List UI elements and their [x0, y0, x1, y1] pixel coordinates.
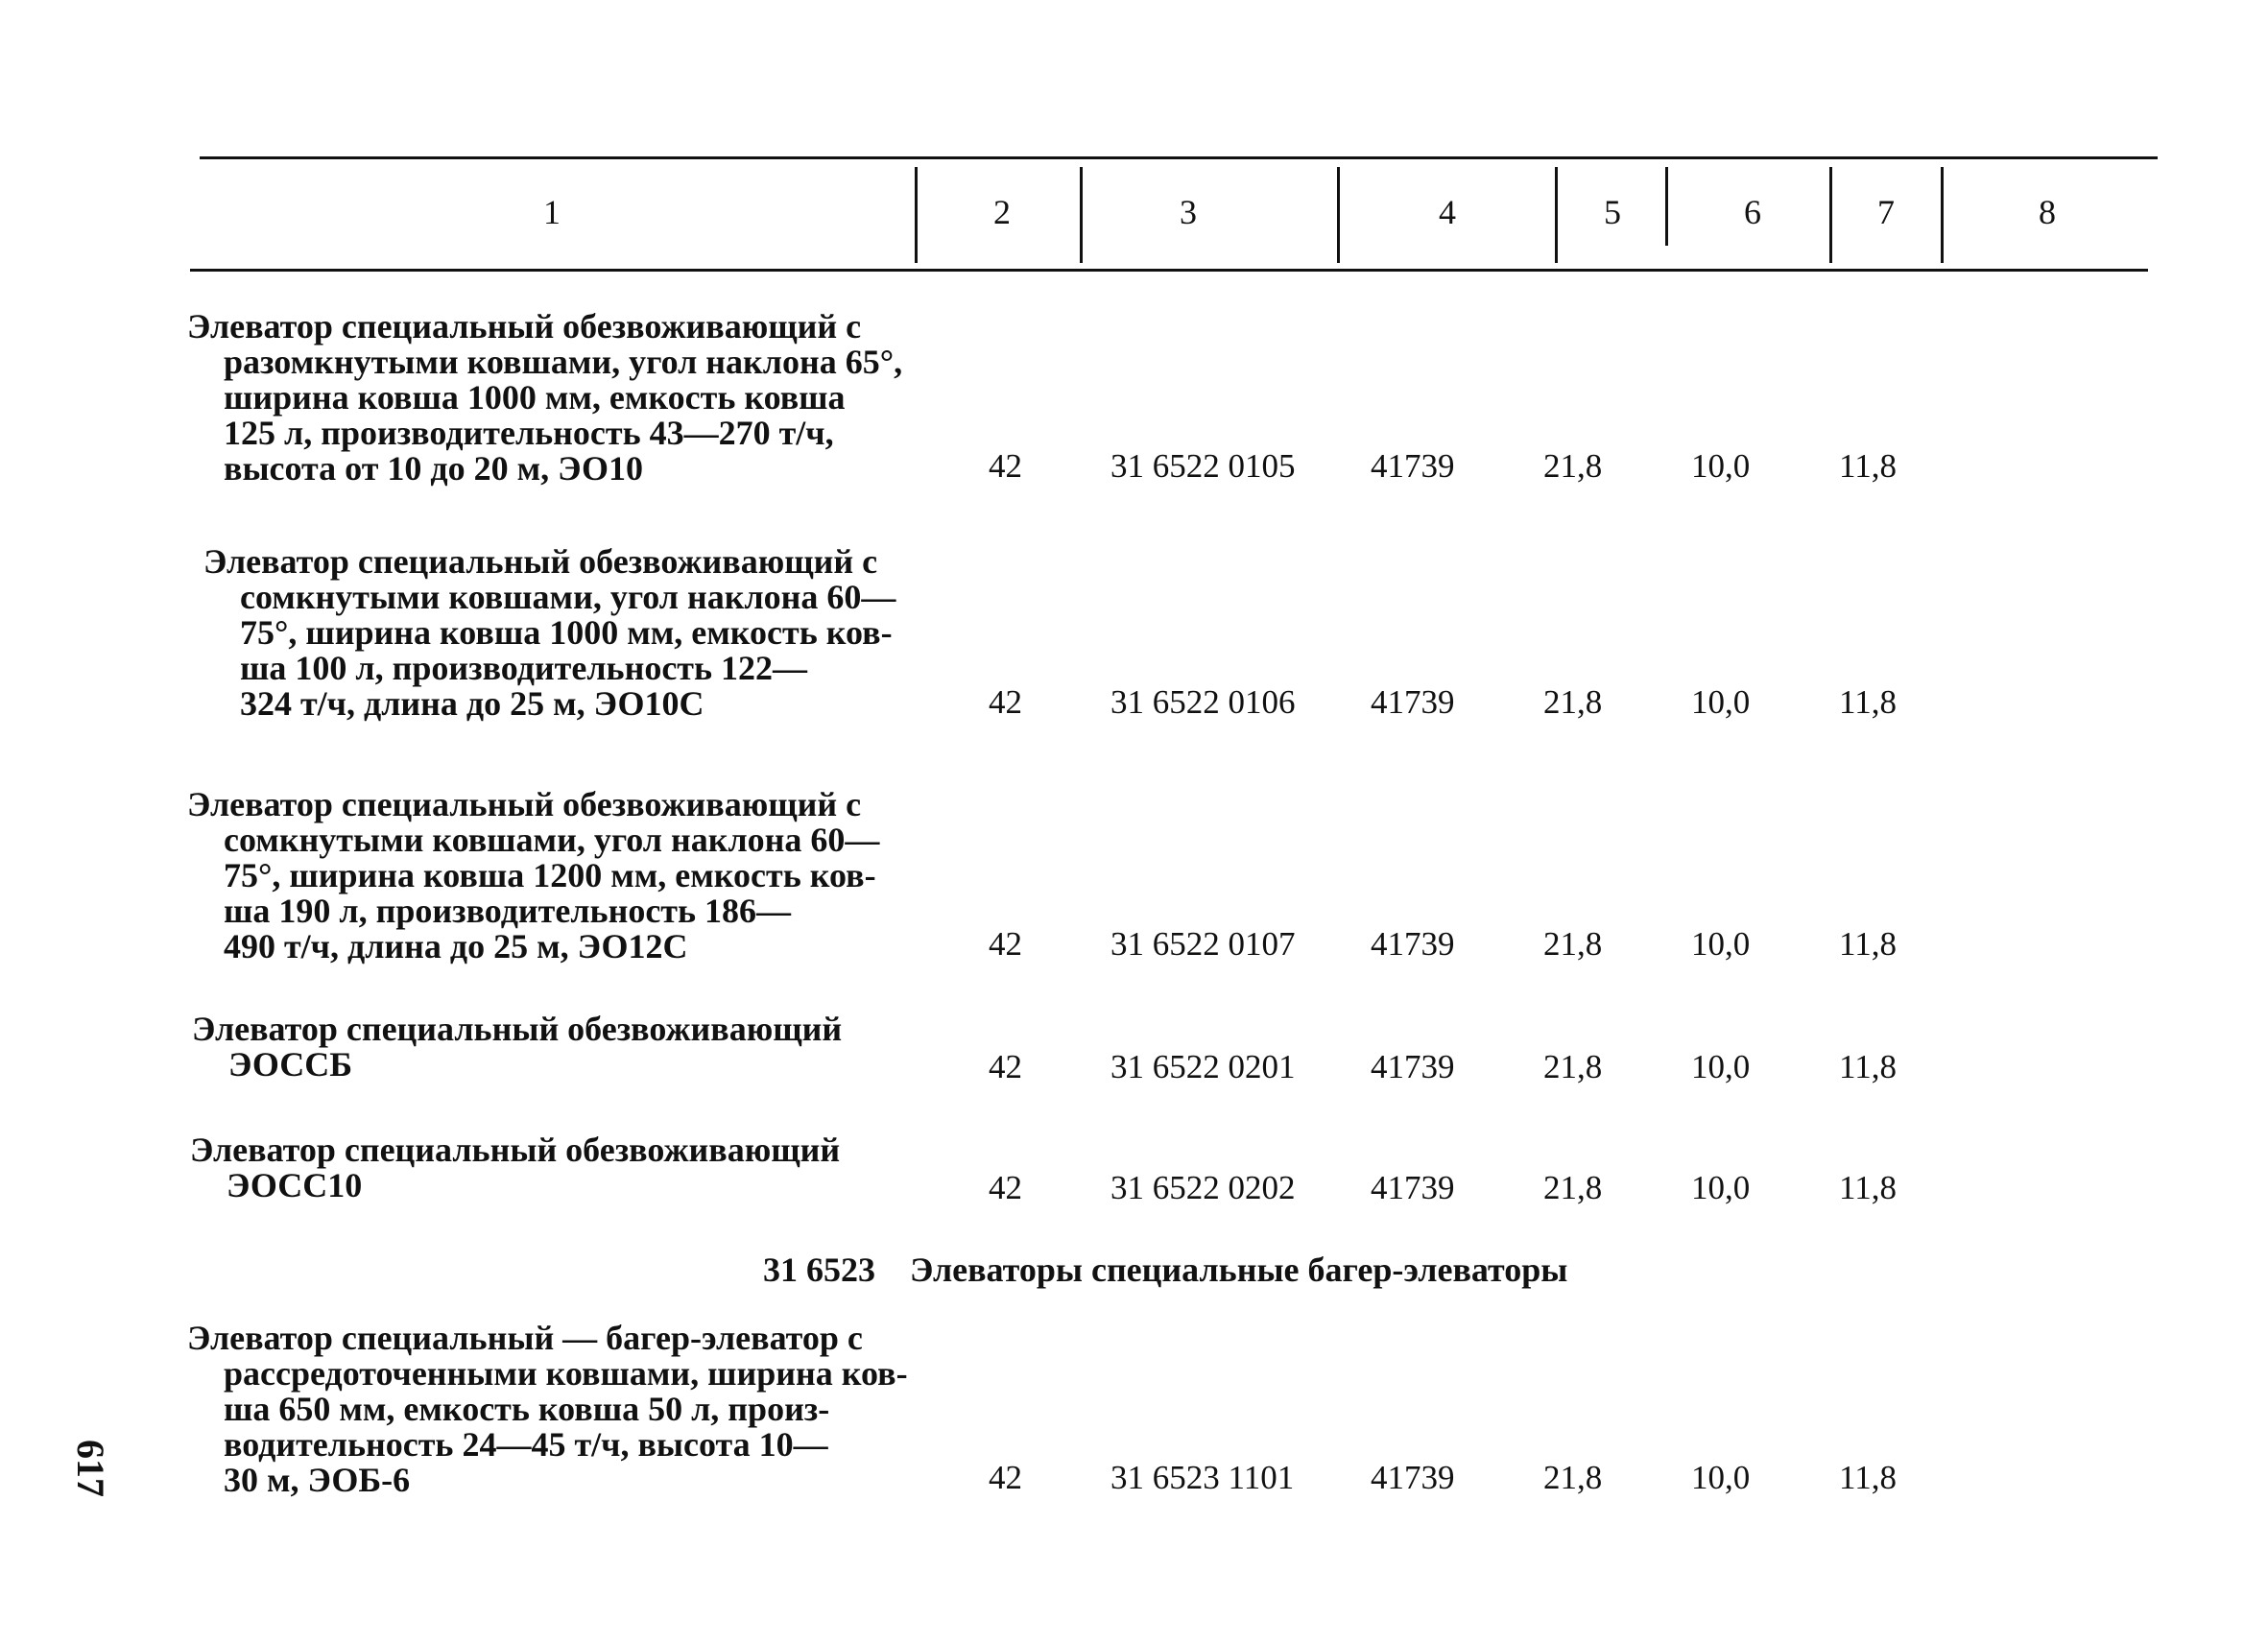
cell-code: 31 6522 0106	[1110, 683, 1296, 721]
cell-col5: 21,8	[1543, 925, 1603, 963]
column-header-5: 5	[1604, 193, 1621, 231]
description-line: Элеватор специальный обезвоживающий	[192, 1010, 843, 1048]
column-header-3: 3	[1180, 193, 1197, 231]
section-code: 31 6523	[763, 1251, 875, 1289]
description-line: рассредоточенными ковшами, ширина ков-	[224, 1354, 908, 1393]
column-header-6: 6	[1744, 193, 1761, 231]
column-header-1: 1	[543, 193, 561, 231]
cell-col4: 41739	[1371, 925, 1455, 963]
description-line: Элеватор специальный — багер-элеватор с	[187, 1319, 863, 1357]
cell-col4: 41739	[1371, 1459, 1455, 1496]
header-col-separator	[1941, 167, 1944, 263]
description-line: разомкнутыми ковшами, угол наклона 65°,	[224, 343, 903, 381]
cell-col5: 21,8	[1543, 683, 1603, 721]
header-col-separator	[1080, 167, 1083, 263]
description-line: водительность 24—45 т/ч, высота 10—	[224, 1425, 828, 1464]
column-header-7: 7	[1877, 193, 1895, 231]
cell-col6: 10,0	[1691, 925, 1751, 963]
cell-col2: 42	[989, 1169, 1022, 1206]
cell-col7: 11,8	[1839, 925, 1897, 963]
description-line: Элеватор специальный обезвоживающий с	[187, 785, 862, 823]
cell-code: 31 6522 0107	[1110, 925, 1296, 963]
row-description	[187, 309, 926, 487]
cell-col2: 42	[989, 1048, 1022, 1085]
description-line: ширина ковша 1000 мм, емкость ковша	[224, 378, 846, 417]
cell-col5: 21,8	[1543, 1459, 1603, 1496]
row-description	[187, 787, 926, 965]
page-number: 617	[69, 1440, 112, 1497]
description-line: 490 т/ч, длина до 25 м, ЭО12С	[224, 927, 688, 965]
cell-col2: 42	[989, 683, 1022, 721]
cell-col6: 10,0	[1691, 683, 1751, 721]
cell-code: 31 6522 0201	[1110, 1048, 1296, 1085]
description-line: сомкнутыми ковшами, угол наклона 60—	[224, 821, 880, 859]
cell-col7: 11,8	[1839, 1169, 1897, 1206]
column-header-8: 8	[2039, 193, 2056, 231]
cell-col7: 11,8	[1839, 1459, 1897, 1496]
description-line: ЭОССБ	[228, 1045, 353, 1084]
row-description	[192, 1012, 931, 1083]
table-header-bottom-rule	[190, 269, 2148, 272]
cell-code: 31 6523 1101	[1110, 1459, 1295, 1496]
cell-col7: 11,8	[1839, 683, 1897, 721]
description-line: ша 100 л, производительность 122—	[240, 649, 808, 687]
description-line: ша 650 мм, емкость ковша 50 л, произ-	[224, 1390, 830, 1428]
description-line: 324 т/ч, длина до 25 м, ЭО10С	[240, 684, 704, 723]
column-header-2: 2	[993, 193, 1011, 231]
description-line: 125 л, производительность 43—270 т/ч,	[224, 414, 834, 452]
cell-col4: 41739	[1371, 1169, 1455, 1206]
description-line: 75°, ширина ковша 1000 мм, емкость ков-	[240, 613, 893, 652]
cell-col7: 11,8	[1839, 1048, 1897, 1085]
header-col-separator	[1829, 167, 1832, 263]
cell-col4: 41739	[1371, 1048, 1455, 1085]
description-line: ша 190 л, производительность 186—	[224, 892, 792, 930]
header-col-separator	[915, 167, 918, 263]
row-description	[190, 1132, 929, 1203]
cell-col5: 21,8	[1543, 447, 1603, 485]
section-title: Элеваторы специальные багер-элеваторы	[910, 1251, 1568, 1289]
cell-col5: 21,8	[1543, 1169, 1603, 1206]
header-col-separator	[1555, 167, 1558, 263]
table-top-rule	[200, 156, 2158, 159]
description-line: 30 м, ЭОБ-6	[224, 1461, 411, 1499]
cell-col6: 10,0	[1691, 1459, 1751, 1496]
cell-code: 31 6522 0105	[1110, 447, 1296, 485]
description-line: Элеватор специальный обезвоживающий с	[203, 542, 878, 581]
cell-col7: 11,8	[1839, 447, 1897, 485]
description-line: высота от 10 до 20 м, ЭО10	[224, 449, 643, 488]
description-line: Элеватор специальный обезвоживающий	[190, 1131, 841, 1169]
cell-col2: 42	[989, 1459, 1022, 1496]
cell-col6: 10,0	[1691, 1169, 1751, 1206]
cell-col4: 41739	[1371, 447, 1455, 485]
description-line: сомкнутыми ковшами, угол наклона 60—	[240, 578, 896, 616]
cell-col5: 21,8	[1543, 1048, 1603, 1085]
row-description	[187, 1321, 926, 1498]
cell-code: 31 6522 0202	[1110, 1169, 1296, 1206]
cell-col6: 10,0	[1691, 447, 1751, 485]
section-heading	[763, 1250, 1567, 1290]
column-header-4: 4	[1439, 193, 1456, 231]
cell-col2: 42	[989, 447, 1022, 485]
cell-col6: 10,0	[1691, 1048, 1751, 1085]
description-line: Элеватор специальный обезвоживающий с	[187, 307, 862, 345]
row-description	[203, 544, 941, 722]
header-col-separator	[1337, 167, 1340, 263]
cell-col4: 41739	[1371, 683, 1455, 721]
header-col-separator	[1665, 167, 1668, 246]
description-line: 75°, ширина ковша 1200 мм, емкость ков-	[224, 856, 876, 894]
description-line: ЭОСС10	[227, 1166, 363, 1204]
cell-col2: 42	[989, 925, 1022, 963]
